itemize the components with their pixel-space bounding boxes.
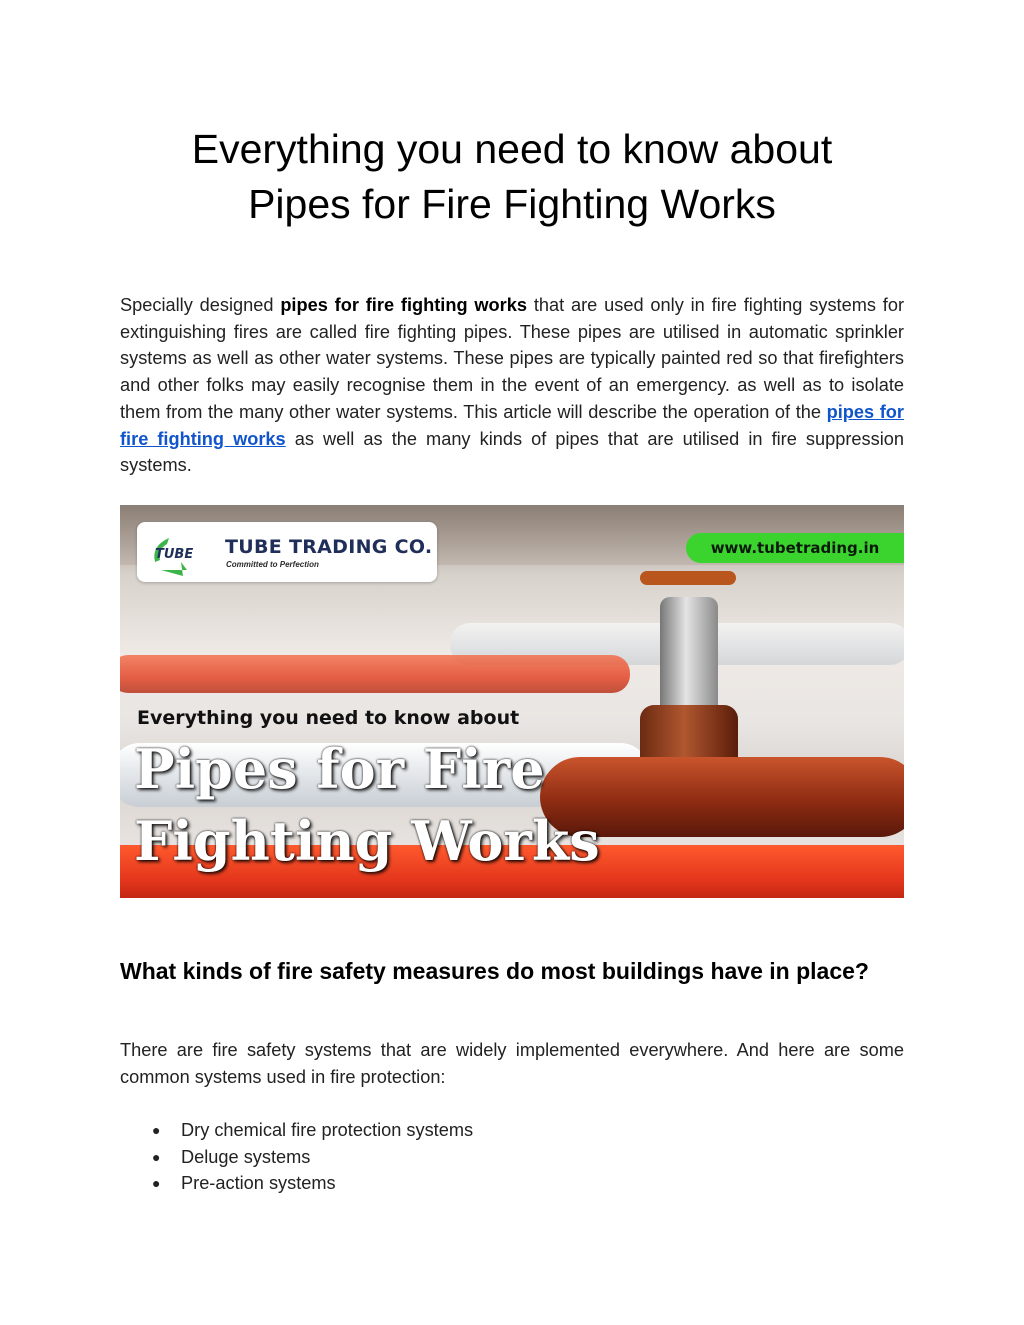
intro-text-3: as well as the many kinds of pipes that are utilised in fire suppression systems. <box>120 428 904 476</box>
list-item <box>120 1144 904 1171</box>
intro-paragraph <box>120 292 904 479</box>
list-item <box>120 1117 904 1144</box>
banner-headline-line-1: Pipes for Fire <box>134 737 545 801</box>
company-tagline: Committed to Perfection <box>226 560 319 569</box>
bullet-icon: ● <box>152 1175 161 1192</box>
tube-logo-icon <box>147 532 199 576</box>
banner-image <box>120 505 904 898</box>
banner-kicker: Everything you need to know about <box>137 707 520 729</box>
fire-systems-list <box>120 1117 904 1197</box>
title-line-1: Everything you need to know about <box>191 126 833 172</box>
banner-headline-line-2: Fighting Works <box>134 809 600 873</box>
title-line-2: Pipes for Fire Fighting Works <box>248 181 776 227</box>
intro-text-1: Specially designed <box>120 295 281 315</box>
section-paragraph: There are fire safety systems that are widely implemented everywhere. And here are some common systems used in fire protection: <box>120 1040 904 1087</box>
sprinkler-deflector <box>640 571 736 585</box>
list-item-text: Dry chemical fire protection systems <box>181 1120 474 1140</box>
red-pipe-upper <box>120 655 630 693</box>
logo-mark-text: TUBE <box>155 547 194 562</box>
list-item-text: Deluge systems <box>181 1146 311 1167</box>
company-name: TUBE TRADING CO. <box>225 536 433 558</box>
list-item-text: Pre-action systems <box>181 1173 336 1194</box>
intro-bold-keyword: pipes for fire fighting works <box>280 295 527 315</box>
section-heading: What kinds of fire safety measures do most buildings have in place? <box>120 958 869 984</box>
page-title <box>120 122 904 232</box>
list-item <box>120 1170 904 1197</box>
banner-headline <box>134 733 600 877</box>
intro-text-2: that are used only in fire fighting systems for extinguishing fires are called fire fighting pipes. These pipes are utilised in automatic sprinkler systems as well as other water systems. These pipes are typically painted red so that firefighters and other folks may easily recognise them in the event of an emergency. as well as to isolate them from the many other water systems. This article will describe the operation of the <box>120 295 905 422</box>
website-url: www.tubetrading.in <box>686 533 904 563</box>
bullet-icon: ● <box>152 1122 161 1138</box>
bullet-icon: ● <box>152 1148 161 1165</box>
company-logo <box>137 522 437 582</box>
pipes-link[interactable]: pipes for fire fighting works <box>120 401 904 449</box>
